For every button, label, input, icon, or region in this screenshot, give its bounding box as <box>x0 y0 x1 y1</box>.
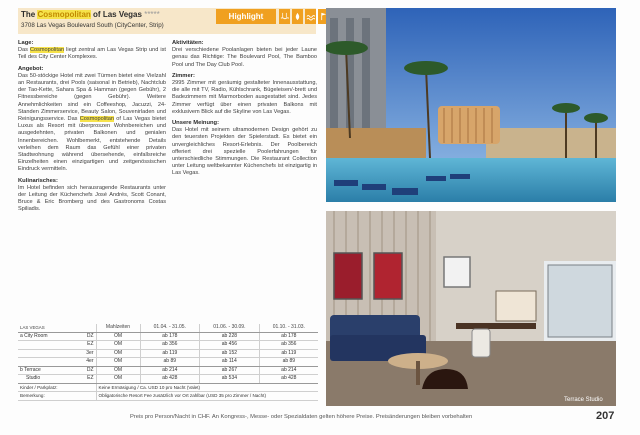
pool-photo <box>326 8 616 202</box>
table-row-bemerkung: Bemerkung: Obligatorische Resort Fee zusätzlich vor Ort zahlbar (USD 35 pro Zimmer / Nacht) <box>18 392 318 401</box>
section-aktivitaeten-body: Drei verschiedene Poolanlagen bieten bei jeder Laune genau das Richtige: The Boulevard Pool, The Bamboo Pool und The Day Club Pool. <box>172 47 317 68</box>
price-footnote: Preis pro Person/Nacht in CHF. An Kongress-, Messe- oder Spezialdaten gelten höhere Preise. Preisänderungen bleiben vorbehalten <box>130 414 473 420</box>
section-angebot-heading: Angebot: <box>18 65 44 72</box>
left-text-column <box>18 38 166 218</box>
highlight-word: Cosmopolitan <box>79 116 114 123</box>
table-row: 4er OM ab 89 ab 114 ab 89 <box>18 358 318 367</box>
hotel-title <box>21 10 160 19</box>
hotel-address: 3708 Las Vegas Boulevard South (CityCenter, Strip) <box>21 22 164 29</box>
table-row: EZ OM ab 356 ab 456 ab 356 <box>18 341 318 350</box>
star-rating: ***** <box>144 10 160 19</box>
hotel-header <box>18 8 316 34</box>
title-suffix: of Las Vegas <box>93 10 142 19</box>
title-highlight: Cosmopolitan <box>37 10 91 19</box>
section-meinung-body: Das Hotel mit seinem ultramodernen Design gehört zu den teuersten Projekten der Spielerstadt. Es bietet ein unvergleichliches Resort-Erlebnis. Der Poolbereich offeriert drei spezielle Poolerfahrungen für unterschiedliche Stimmungen. Die Restaurant Collection unter Leitung weltbekannter Küchenchefs ist einzigartig in Las Vegas. <box>172 127 317 177</box>
price-table-header: LAS VEGAS Mahlzeiten 01.04. - 31.05. 01.06. - 30.09. 01.10. - 31.03. <box>18 324 318 332</box>
section-lage-body: Das Cosmopolitan liegt zentral am Las Vegas Strip und ist Teil des City Center Komplexes. <box>18 47 166 61</box>
page-number: 207 <box>596 410 615 422</box>
table-row: a City Room DZ OM ab 178 ab 228 ab 178 <box>18 332 318 341</box>
table-row: 3er OM ab 119 ab 152 ab 119 <box>18 349 318 358</box>
price-table <box>18 324 318 401</box>
right-text-column <box>172 38 317 182</box>
section-zimmer-body: 2995 Zimmer mit geräumig gestalteter Innenausstattung, die alle mit TV, Radio, Kühlschrank, Bügeleisen/-brett und Badezimmern mit Marmorboden ausgestattet sind. Jedes Zimmer verfügt über einen privaten Balkons mit exklusivem Blick auf die Skyline von Las Vegas. <box>172 80 317 115</box>
highlight-badge: Highlight <box>216 9 276 24</box>
title-prefix: The <box>21 10 36 19</box>
section-lage-heading: Lage: <box>18 40 34 46</box>
section-meinung-heading: Unsere Meinung: <box>172 120 220 127</box>
table-row: Studio EZ OM ab 428 ab 534 ab 428 <box>18 375 318 384</box>
spa-icon <box>292 9 303 24</box>
table-row-kinder: Kinder / Parkplatz: Keine Ermäsigung / Ca. USD 10 pro Nacht (Valet) <box>18 383 318 392</box>
section-kulinarisches-heading: Kulinarisches: <box>18 177 58 184</box>
section-zimmer-heading: Zimmer: <box>172 72 195 79</box>
amenity-icons <box>279 9 329 24</box>
wave-icon <box>305 9 316 24</box>
table-row: b Terrace DZ OM ab 214 ab 267 ab 214 <box>18 366 318 375</box>
highlight-word: Cosmopolitan <box>29 47 65 54</box>
pool-icon <box>279 9 290 24</box>
room-photo <box>326 211 616 406</box>
section-angebot-body: Das 50-stöckige Hotel mit zwei Türmen bietet eine Vielzahl an Restaurants, drei Pools (saisonal in Betrieb), Nachtclub der Tao-Kette, Sahara Spa & Hamman (gegen Gebühr), 2 Fitnessbereiche (gegen Gebühr). Weitere Annehmlichkeiten sind ein Coffeeshop, Jacuzzi, 24-Standen Zimmerservice, Beauty Salon, Souvenirladen und Reinigungsservice. Das Cosmopolitan of Las Vegas bietet Luxus als Resort mit überproszen Wohnbereichen und ausgedehnten, privaten Balkonen und genialen Innenbereichen. Wohlbemerkt, entstehende Details verleihen dem Raum das Gefühl einer privaten Stadtwohnung während übersehende, einfallsreiche Einzelheiten einen einzigartigen und zeitgenössischen Eindruck vermitteln. <box>18 72 166 173</box>
section-aktivitaeten-heading: Aktivitäten: <box>172 40 204 46</box>
photo-caption: Terrace Studio <box>564 397 603 403</box>
section-kulinarisches-body: Im Hotel befinden sich herausragende Restaurants unter der Leitung der Küchenchefs José Andrés, Scott Conant, Bruce & Eric Bromberg und des Gastronoms Costas Spiliadis. <box>18 184 166 213</box>
